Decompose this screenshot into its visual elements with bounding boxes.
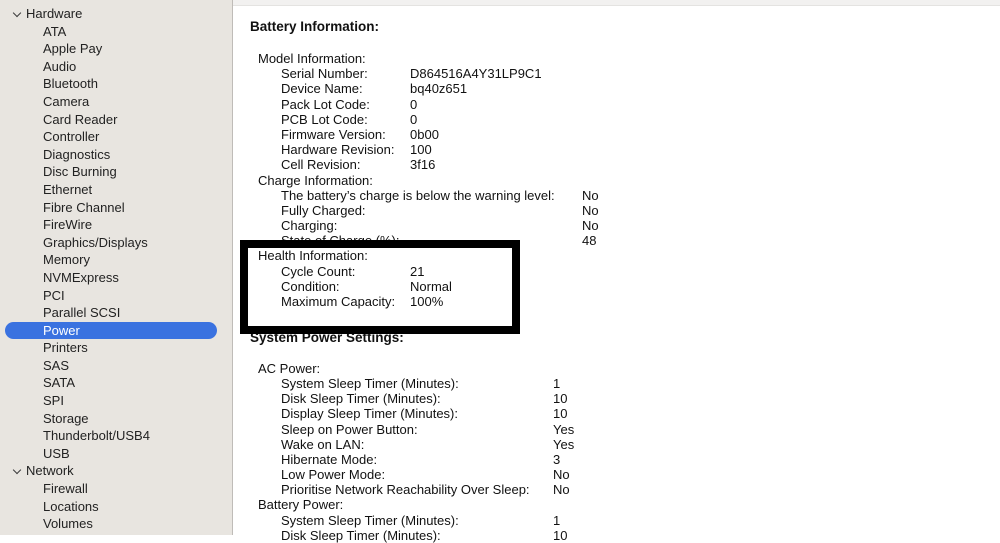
- sidebar-item-label: Card Reader: [43, 111, 118, 127]
- power-groups: [250, 361, 1000, 543]
- info-label: Condition:: [281, 278, 340, 294]
- section-title-battery: Battery Information:: [250, 19, 380, 34]
- info-label: Cell Revision:: [281, 157, 361, 173]
- info-label: System Sleep Timer (Minutes):: [281, 512, 459, 528]
- info-value: 3f16: [410, 157, 436, 173]
- sidebar-item-card-reader[interactable]: [5, 111, 217, 129]
- info-row: [250, 513, 1000, 528]
- group-label: Health Information:: [258, 248, 368, 264]
- info-row: [250, 264, 1000, 279]
- info-value: 48: [582, 233, 597, 249]
- sidebar-item-bluetooth[interactable]: [5, 75, 217, 93]
- info-label: State of Charge (%):: [281, 233, 400, 249]
- info-group-ac-power: [250, 361, 1000, 498]
- sidebar-item-ethernet[interactable]: [5, 181, 217, 199]
- sidebar-item-label: Firewall: [43, 481, 88, 497]
- group-label: Charge Information:: [258, 172, 373, 188]
- info-label: PCB Lot Code:: [281, 111, 368, 127]
- sidebar-item-label: Network: [26, 463, 74, 479]
- sidebar-item-label: Apple Pay: [43, 41, 103, 57]
- info-row: [250, 203, 1000, 218]
- sidebar-item-graphics-displays[interactable]: [5, 234, 217, 252]
- sidebar-item-label: Power: [43, 322, 80, 338]
- info-label: Firmware Version:: [281, 126, 386, 142]
- info-value: 100%: [410, 294, 444, 309]
- info-row: [250, 112, 1000, 127]
- sidebar: [0, 0, 233, 535]
- info-label: Display Sleep Timer (Minutes):: [281, 406, 458, 422]
- sidebar-item-volumes[interactable]: [5, 515, 217, 533]
- info-value: 0: [410, 111, 418, 127]
- sidebar-item-label: USB: [43, 445, 70, 461]
- info-row: [250, 81, 1000, 96]
- info-row: [250, 188, 1000, 203]
- sidebar-item-diagnostics[interactable]: [5, 146, 217, 164]
- sidebar-item-usb[interactable]: [5, 445, 217, 463]
- info-group-model-information: [250, 51, 1000, 173]
- sidebar-item-sata[interactable]: [5, 374, 217, 392]
- info-value: bq40z651: [410, 81, 468, 97]
- report-body: [233, 19, 1000, 543]
- sidebar-item-label: Bluetooth: [43, 76, 98, 92]
- sidebar-item-label: Parallel SCSI: [43, 305, 121, 321]
- sidebar-item-label: Thunderbolt/USB4: [43, 428, 150, 444]
- sidebar-item-label: Fibre Channel: [43, 199, 125, 215]
- info-value: No: [553, 467, 570, 483]
- sidebar-item-label: Disc Burning: [43, 164, 117, 180]
- info-row: [250, 233, 1000, 248]
- info-label: System Sleep Timer (Minutes):: [281, 375, 459, 391]
- sidebar-item-pci[interactable]: [5, 287, 217, 305]
- sidebar-item-label: Diagnostics: [43, 146, 111, 162]
- info-label: Wake on LAN:: [281, 436, 365, 452]
- info-value: Normal: [410, 278, 452, 294]
- info-row: [250, 279, 1000, 294]
- info-value: 0b00: [410, 126, 439, 142]
- info-label: Charging:: [281, 218, 338, 234]
- info-row: [250, 127, 1000, 142]
- info-label: Serial Number:: [281, 66, 368, 82]
- info-group-health-information: [250, 248, 1000, 309]
- info-row: [250, 97, 1000, 112]
- info-row: [250, 422, 1000, 437]
- info-value: 10: [553, 406, 568, 422]
- info-row: [250, 142, 1000, 157]
- sidebar-item-memory[interactable]: [5, 251, 217, 269]
- sidebar-item-controller[interactable]: [5, 128, 217, 146]
- sidebar-item-thunderbolt-usb4[interactable]: [5, 427, 217, 445]
- info-row: [250, 437, 1000, 452]
- info-value: D864516A4Y31LP9C1: [410, 66, 542, 82]
- info-label: Disk Sleep Timer (Minutes):: [281, 391, 441, 407]
- sidebar-item-label: NVMExpress: [43, 269, 119, 285]
- group-label: AC Power:: [258, 360, 321, 376]
- info-value: Yes: [553, 421, 575, 437]
- info-group-battery-power: [250, 497, 1000, 543]
- info-row: [250, 376, 1000, 391]
- sidebar-item-nvmexpress[interactable]: [5, 269, 217, 287]
- info-row: [250, 528, 1000, 543]
- info-row: [250, 157, 1000, 172]
- sidebar-item-label: Locations: [43, 498, 99, 514]
- sidebar-item-printers[interactable]: [5, 339, 217, 357]
- info-value: No: [582, 202, 599, 218]
- info-group-charge-information: [250, 173, 1000, 249]
- info-row: [250, 218, 1000, 233]
- toolbar-bottom-edge: [233, 0, 1000, 6]
- info-value: No: [582, 187, 599, 203]
- sidebar-item-label: SATA: [43, 375, 76, 391]
- info-row: [250, 452, 1000, 467]
- info-row: [250, 467, 1000, 482]
- sidebar-item-firewire[interactable]: [5, 216, 217, 234]
- battery-groups: [250, 51, 1000, 309]
- info-label: The battery’s charge is below the warning level:: [281, 187, 555, 203]
- sidebar-item-audio[interactable]: [5, 58, 217, 76]
- info-value: 1: [553, 375, 561, 391]
- sidebar-item-label: Hardware: [26, 6, 83, 21]
- info-row: [250, 391, 1000, 406]
- info-value: 10: [553, 527, 568, 543]
- sidebar-item-label: SPI: [43, 393, 64, 409]
- sidebar-item-firewall[interactable]: [5, 480, 217, 498]
- sidebar-item-spi[interactable]: [5, 392, 217, 410]
- sidebar-item-label: Camera: [43, 93, 90, 109]
- info-value: 3: [553, 451, 561, 467]
- info-label: Maximum Capacity:: [281, 294, 396, 309]
- info-label: Prioritise Network Reachability Over Sleep:: [281, 482, 530, 498]
- section-title-power: System Power Settings:: [250, 329, 404, 345]
- sidebar-item-apple-pay[interactable]: [5, 40, 217, 58]
- sidebar-item-camera[interactable]: [5, 93, 217, 111]
- info-value: 21: [410, 263, 425, 279]
- sidebar-item-label: ATA: [43, 23, 67, 39]
- info-value: Yes: [553, 436, 575, 452]
- sidebar-item-ata[interactable]: [5, 23, 217, 41]
- info-value: No: [582, 218, 599, 234]
- info-label: Pack Lot Code:: [281, 96, 370, 112]
- sidebar-item-network[interactable]: [5, 462, 217, 480]
- info-label: Hardware Revision:: [281, 142, 395, 158]
- content-pane: [233, 0, 1000, 543]
- sidebar-item-label: Printers: [43, 340, 88, 356]
- info-row: [250, 406, 1000, 421]
- sidebar-item-hardware[interactable]: [5, 5, 217, 23]
- info-row: [250, 482, 1000, 497]
- sidebar-list: [0, 0, 232, 533]
- info-value: 100: [410, 142, 432, 158]
- sidebar-item-fibre-channel[interactable]: [5, 199, 217, 217]
- info-row: [250, 66, 1000, 81]
- sidebar-item-label: Audio: [43, 58, 77, 74]
- group-label: Battery Power:: [258, 497, 344, 513]
- sidebar-item-parallel-scsi[interactable]: [5, 304, 217, 322]
- sidebar-item-storage[interactable]: [5, 410, 217, 428]
- info-label: Cycle Count:: [281, 263, 356, 279]
- group-label: Model Information:: [258, 51, 366, 66]
- sidebar-item-label: SAS: [43, 357, 70, 373]
- sidebar-item-label: Ethernet: [43, 181, 93, 197]
- sidebar-item-label: FireWire: [43, 217, 93, 233]
- sidebar-item-label: Memory: [43, 252, 90, 268]
- sidebar-item-label: Graphics/Displays: [43, 234, 148, 250]
- info-label: Low Power Mode:: [281, 467, 386, 483]
- sidebar-item-locations[interactable]: [5, 498, 217, 516]
- sidebar-item-power[interactable]: [5, 322, 217, 340]
- info-label: Disk Sleep Timer (Minutes):: [281, 527, 441, 543]
- sidebar-item-disc-burning[interactable]: [5, 163, 217, 181]
- info-value: 1: [553, 512, 561, 528]
- sidebar-item-sas[interactable]: [5, 357, 217, 375]
- info-value: No: [553, 482, 570, 498]
- sidebar-item-label: Controller: [43, 129, 100, 145]
- info-row: [250, 294, 1000, 309]
- info-value: 0: [410, 96, 418, 112]
- info-label: Device Name:: [281, 81, 363, 97]
- info-label: Sleep on Power Button:: [281, 421, 418, 437]
- info-label: Hibernate Mode:: [281, 451, 378, 467]
- info-label: Fully Charged:: [281, 202, 366, 218]
- sidebar-item-label: Storage: [43, 410, 89, 426]
- sidebar-item-label: Volumes: [43, 516, 93, 532]
- sidebar-item-label: PCI: [43, 287, 65, 303]
- info-value: 10: [553, 391, 568, 407]
